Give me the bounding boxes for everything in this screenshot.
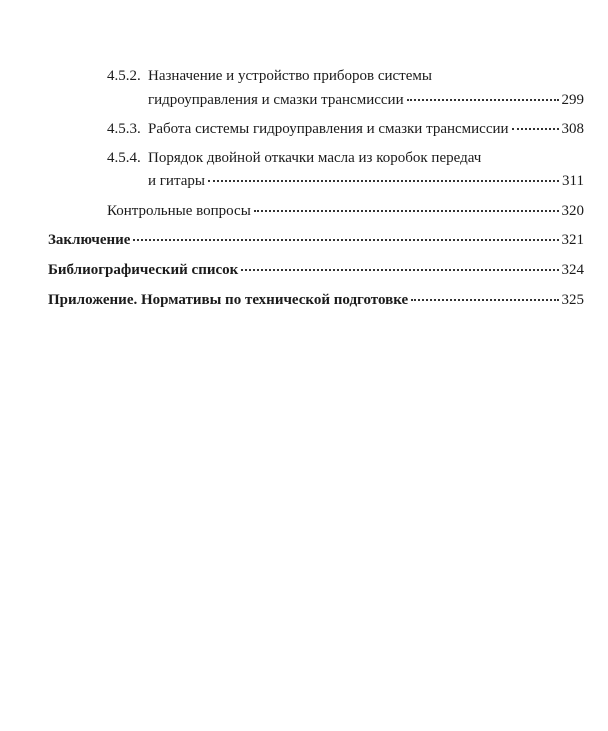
page-number: 325: [561, 292, 584, 308]
section-title: Библиографический список: [48, 262, 239, 278]
dot-leader: [241, 269, 558, 271]
page-number: 321: [561, 232, 584, 248]
page-number: 311: [562, 173, 584, 189]
dot-leader: [407, 99, 559, 101]
toc-entry-conclusion[interactable]: [48, 230, 584, 250]
toc-entry-questions[interactable]: [107, 201, 584, 221]
toc-entry-4-5-4-line1: [107, 148, 481, 168]
page-number: 320: [561, 203, 584, 219]
dot-leader: [133, 239, 558, 241]
dot-leader: [411, 299, 558, 301]
section-title-cont: и гитары: [148, 173, 205, 189]
toc-entry-4-5-4[interactable]: [148, 171, 584, 191]
page-number: 299: [561, 92, 584, 108]
page-number: 308: [561, 121, 584, 137]
section-number: 4.5.3.: [107, 121, 141, 137]
toc-entry-appendix[interactable]: [48, 290, 584, 310]
dot-leader: [208, 180, 559, 182]
toc-entry-4-5-3[interactable]: [107, 119, 584, 139]
dot-leader: [254, 210, 559, 212]
section-number: 4.5.4.: [107, 150, 141, 166]
section-title: Назначение и устройство приборов системы: [148, 68, 432, 84]
section-title: Приложение. Нормативы по технической подготовке: [48, 292, 409, 308]
section-title: Контрольные вопросы: [107, 203, 251, 219]
section-number: 4.5.2.: [107, 68, 141, 84]
toc-entry-4-5-2[interactable]: [148, 90, 584, 110]
toc-entry-bibliography[interactable]: [48, 260, 584, 280]
dot-leader: [512, 128, 559, 130]
section-title: Порядок двойной откачки масла из коробок передач: [148, 150, 482, 166]
section-title-cont: гидроуправления и смазки трансмиссии: [148, 92, 404, 108]
section-title: Заключение: [48, 232, 131, 248]
page-number: 324: [561, 262, 584, 278]
toc-entry-4-5-2-line1: [107, 66, 432, 86]
section-title: Работа системы гидроуправления и смазки трансмиссии: [148, 121, 509, 137]
